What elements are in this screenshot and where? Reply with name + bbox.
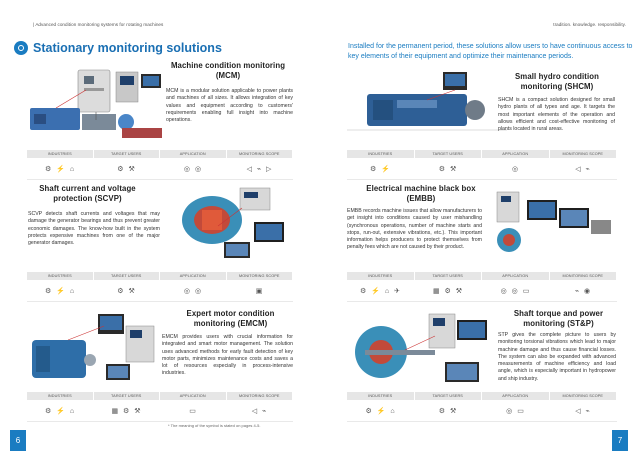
stp-title: Shaft torque and power monitoring (ST&P)	[513, 309, 604, 328]
embb-tags	[347, 272, 617, 304]
application-icons: ◎ ◎	[183, 287, 203, 295]
tag-monitoring-scope: MONITORING SCOPE	[550, 150, 618, 158]
tag-application: APPLICATION	[160, 272, 227, 280]
target-icon	[14, 41, 28, 55]
monitoring-scope-icons: ⌁ ◉	[574, 287, 592, 295]
shcm-tags	[347, 150, 617, 182]
tag-target-users: TARGET USERS	[415, 150, 483, 158]
embb-body: EMBB records machine issues that allow manufacturers to get insight into conditions caused by user mishandling (synchronous operations, number of machine starts and stops, run-out, extensive vibrations, etc.). This important information helps producers to protect themselves from penalty fees which are not caused by their product.	[347, 208, 482, 251]
tag-industries: INDUSTRIES	[347, 150, 415, 158]
footnote: * The meaning of the symbol is stated on pages 4-5.	[168, 423, 261, 428]
industries-icons: ⚙ ⚡ ⌂	[44, 287, 76, 295]
page-number-left: 6	[10, 430, 26, 451]
right-running-head: tradition. knowledge. responsibility.	[553, 22, 626, 27]
application-icons: ◎	[511, 165, 520, 173]
tag-monitoring-scope: MONITORING SCOPE	[227, 392, 294, 400]
page-title	[14, 40, 222, 56]
application-icons: ◎ ▭	[506, 407, 526, 415]
shcm-illustration	[347, 70, 507, 144]
mcm-title: Machine condition monitoring (MCM)	[170, 61, 286, 80]
tag-industries: INDUSTRIES	[347, 272, 415, 280]
tag-application: APPLICATION	[482, 272, 550, 280]
shcm-body: SHCM is a compact solution designed for small hydro plants of all types and age. It targets the most important elements of the operation and allows efficient and cost-effective monitoring of plants located in rural areas.	[498, 97, 615, 133]
embb-title: Electrical machine black box (EMBB)	[366, 184, 476, 203]
tag-monitoring-scope: MONITORING SCOPE	[550, 392, 618, 400]
scvp-illustration	[162, 180, 292, 270]
industries-icons: ⚙ ⚡ ⌂	[44, 407, 76, 415]
emcm-tags	[27, 392, 293, 424]
page-number-right: 7	[612, 430, 628, 451]
application-icons: ◎ ◎ ▭	[500, 287, 531, 295]
emcm-title: Expert motor condition monitoring (EMCM)	[186, 309, 275, 328]
target-users-icons: ⚙ ⚒	[438, 165, 458, 173]
right-page	[319, 0, 638, 451]
monitoring-scope-icons: ◁ ⌁ ▷	[246, 165, 273, 173]
intro-text: Installed for the permanent period, these solutions allow users to have continuous access to key elements of their equipment and optimize their maintenance periods.	[348, 43, 633, 60]
target-users-icons: ▦ ⚙ ⚒	[432, 287, 464, 295]
tag-application: APPLICATION	[160, 392, 227, 400]
monitoring-scope-icons: ◁ ⌁	[251, 407, 268, 415]
embb-illustration	[487, 184, 615, 266]
emcm-body: EMCM provides users with crucial information for integrated and smart motor management. The solution uses advanced methods for early fault detection of key motor parts, minimizes maintenance costs and saves a lot of resources especially in process-intensive industries.	[162, 334, 293, 377]
tag-industries: INDUSTRIES	[27, 272, 94, 280]
emcm-illustration	[28, 306, 160, 392]
monitoring-scope-icons: ◁ ⌁	[575, 407, 592, 415]
target-users-icons: ▦ ⚙ ⚒	[111, 407, 143, 415]
industries-icons: ⚙ ⚡ ⌂	[44, 165, 76, 173]
mcm-body: MCM is a modular solution applicable to power plants and machines of all sizes. It allows integration of key values and equipment according to customers' requirements enabling full insight into machine operations.	[166, 88, 293, 124]
tag-industries: INDUSTRIES	[347, 392, 415, 400]
industries-icons: ⚙ ⚡ ⌂	[365, 407, 397, 415]
target-users-icons: ⚙ ⚒	[438, 407, 458, 415]
shcm-title: Small hydro condition monitoring (SHCM)	[515, 72, 599, 91]
monitoring-scope-icons: ▣	[255, 287, 264, 295]
industries-icons: ⚙ ⚡ ⌂ ✈	[360, 287, 402, 295]
monitoring-scope-icons: ◁ ⌁	[575, 165, 592, 173]
stp-illustration	[345, 306, 493, 392]
tag-target-users: TARGET USERS	[94, 272, 161, 280]
page-title-text: Stationary monitoring solutions	[33, 41, 222, 55]
tag-target-users: TARGET USERS	[415, 272, 483, 280]
scvp-title: Shaft current and voltage protection (SCVP)	[39, 184, 136, 203]
tag-application: APPLICATION	[482, 392, 550, 400]
target-users-icons: ⚙ ⚒	[117, 165, 137, 173]
tag-monitoring-scope: MONITORING SCOPE	[227, 150, 294, 158]
tag-industries: INDUSTRIES	[27, 150, 94, 158]
left-running-head: | Advanced condition monitoring systems for rotating machines	[33, 22, 164, 27]
mcm-illustration	[26, 64, 164, 144]
application-icons: ◎ ◎	[183, 165, 203, 173]
tag-target-users: TARGET USERS	[94, 150, 161, 158]
tag-monitoring-scope: MONITORING SCOPE	[550, 272, 618, 280]
tag-target-users: TARGET USERS	[94, 392, 161, 400]
tag-target-users: TARGET USERS	[415, 392, 483, 400]
industries-icons: ⚙ ⚡	[370, 165, 392, 173]
scvp-body: SCVP detects shaft currents and voltages that may damage the generator bearings and thus prevent greater economic damages. The know-how built in the system protects expensive machines from one of the major generator damages.	[28, 211, 160, 247]
stp-tags	[347, 392, 617, 424]
mcm-tags	[27, 150, 293, 182]
target-users-icons: ⚙ ⚒	[117, 287, 137, 295]
tag-application: APPLICATION	[160, 150, 227, 158]
stp-body: STP gives the complete picture to users by monitoring torsional vibrations which lead to major machine damage and thus cause financial losses. The system can also be expanded with advanced measurements of machine efficiency and load angle, which is especially important in hydropower and ship industry.	[498, 332, 616, 382]
tag-monitoring-scope: MONITORING SCOPE	[227, 272, 294, 280]
tag-industries: INDUSTRIES	[27, 392, 94, 400]
tag-application: APPLICATION	[482, 150, 550, 158]
scvp-tags	[27, 272, 293, 304]
application-icons: ▭	[189, 407, 198, 415]
